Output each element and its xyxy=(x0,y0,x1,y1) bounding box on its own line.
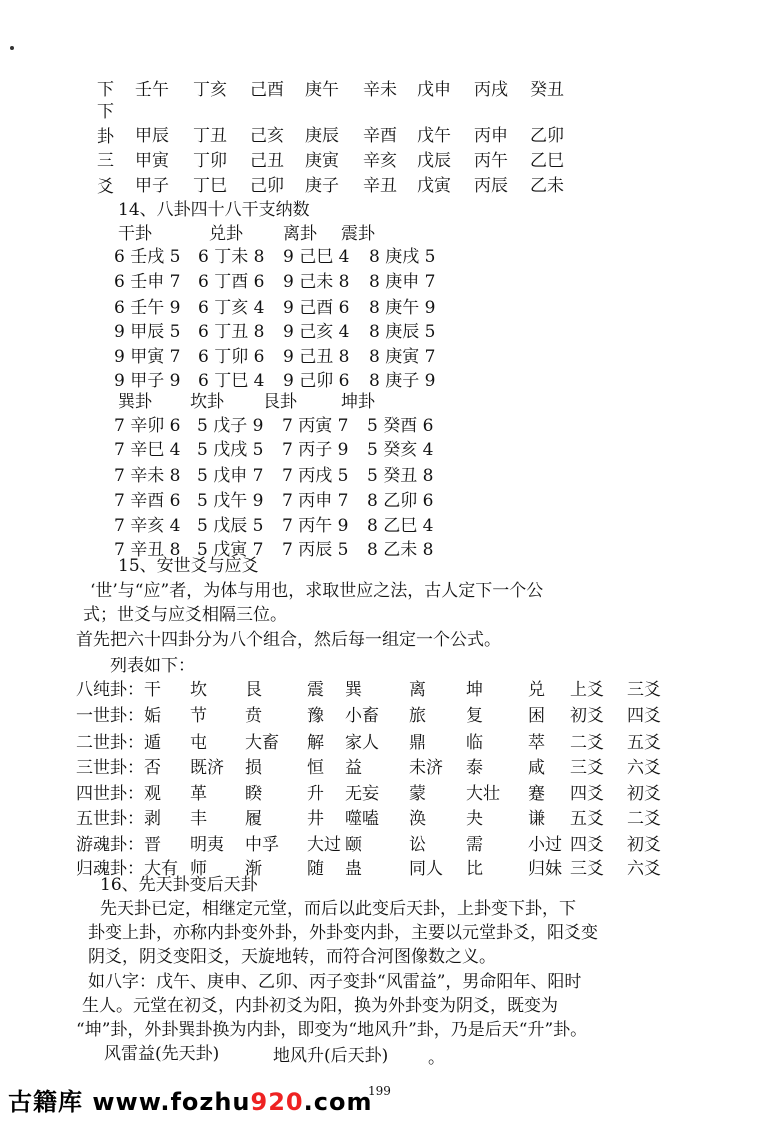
table-cell: 渐 xyxy=(245,859,262,879)
table-row xyxy=(0,782,783,806)
column-header: 巽卦 xyxy=(118,392,152,412)
table-cell: 四世卦：观 xyxy=(76,784,161,804)
section-16-paragraph-1-line-2: 卦变上卦，亦称内卦变外卦，外卦变内卦，主要以元堂卦爻，阳爻变 xyxy=(88,923,598,943)
table-cell: 既济 xyxy=(190,758,224,778)
table-cell: 乙巳 xyxy=(530,151,564,171)
top-table-row xyxy=(0,124,783,148)
table-cell: 中孚 xyxy=(245,835,279,855)
table-cell: 八纯卦：干 xyxy=(76,680,161,700)
table-cell: 5 戊辰 5 xyxy=(197,516,264,536)
section-15-list-intro: 列表如下： xyxy=(110,656,195,676)
table-cell: 9 甲子 9 xyxy=(114,371,181,391)
table-cell: 辛酉 xyxy=(363,126,397,146)
table-cell: 6 丁未 8 xyxy=(198,247,265,267)
column-header: 坎卦 xyxy=(190,392,224,412)
table-cell: 丙戌 xyxy=(474,80,508,100)
table-cell: 初爻 xyxy=(627,835,661,855)
watermark-accent: 920 xyxy=(250,1088,304,1116)
table-cell: 艮 xyxy=(245,680,262,700)
column-header: 艮卦 xyxy=(263,392,297,412)
column-header: 震卦 xyxy=(341,224,375,244)
table-cell: 恒 xyxy=(307,758,324,778)
top-table-label-4: 三 xyxy=(97,151,114,171)
table-cell: 蒙 xyxy=(409,784,426,804)
table-cell: 二爻 xyxy=(627,809,661,829)
table-cell: 5 癸丑 8 xyxy=(367,466,434,486)
table-cell: 辛丑 xyxy=(363,176,397,196)
table-cell: 鼎 xyxy=(409,733,426,753)
table-cell: 五爻 xyxy=(570,809,604,829)
table-cell: 甲寅 xyxy=(135,151,169,171)
table-cell: 己卯 xyxy=(250,176,284,196)
table-cell: 9 己丑 8 xyxy=(283,347,350,367)
table-cell: 归魂卦：大有 xyxy=(76,859,178,879)
top-table-row xyxy=(0,78,783,102)
site-watermark-logo xyxy=(8,1082,372,1117)
table-cell: 上爻 xyxy=(570,680,604,700)
section-16-paragraph-1-line-3: 阴爻，阴爻变阳爻，天旋地转，而符合河图像数之义。 xyxy=(88,947,496,967)
table-cell: 革 xyxy=(190,784,207,804)
table-cell: 庚辰 xyxy=(305,126,339,146)
table-cell: 癸丑 xyxy=(530,80,564,100)
table-cell: 噬嗑 xyxy=(345,809,379,829)
section-16-paragraph-2-line-1: 如八字：戊午、庚申、乙卯、丙子变卦“风雷益”，男命阳年、阳时 xyxy=(88,972,582,992)
table-row xyxy=(0,270,783,294)
table-cell: 颐 xyxy=(345,835,362,855)
table-cell: 5 戊午 9 xyxy=(197,491,264,511)
table-cell: 7 辛丑 8 xyxy=(114,540,181,560)
table-cell: 大畜 xyxy=(245,733,279,753)
table-cell: 戊午 xyxy=(417,126,451,146)
table-cell: 益 xyxy=(345,758,362,778)
table-cell: 咸 xyxy=(528,758,545,778)
table-cell: 节 xyxy=(190,706,207,726)
table-cell: 四爻 xyxy=(627,706,661,726)
section-14-header-row xyxy=(0,390,783,414)
table-cell: 涣 xyxy=(409,809,426,829)
table-cell: 比 xyxy=(466,859,483,879)
table-cell: 7 辛未 8 xyxy=(114,466,181,486)
table-cell: 豫 xyxy=(307,706,324,726)
table-cell: 8 庚子 9 xyxy=(369,371,436,391)
section-15-title: 15、安世爻与应爻 xyxy=(118,556,259,576)
table-cell: 师 xyxy=(190,859,207,879)
watermark-prefix: 古籍库 www.fozhu xyxy=(8,1088,251,1116)
column-header: 坤卦 xyxy=(341,392,375,412)
table-cell: 戊申 xyxy=(417,80,451,100)
table-cell: 戊寅 xyxy=(417,176,451,196)
table-cell: 明夷 xyxy=(190,835,224,855)
table-cell: 7 辛酉 6 xyxy=(114,491,181,511)
table-cell: 一世卦：姤 xyxy=(76,706,161,726)
table-row xyxy=(0,320,783,344)
table-cell: 己酉 xyxy=(250,80,284,100)
table-cell: 8 乙卯 6 xyxy=(367,491,434,511)
table-cell: 7 丙子 9 xyxy=(282,440,349,460)
table-cell: 壬午 xyxy=(135,80,169,100)
table-cell: 8 乙巳 4 xyxy=(367,516,434,536)
table-cell: 升 xyxy=(307,784,324,804)
section-14-title: 14、八卦四十八干支纳数 xyxy=(118,200,310,220)
table-cell: 五世卦：剥 xyxy=(76,809,161,829)
table-cell: 7 丙申 7 xyxy=(282,491,349,511)
table-row xyxy=(0,514,783,538)
table-cell: 7 丙午 9 xyxy=(282,516,349,536)
section-16-paragraph-1-line-1: 先天卦已定，相继定元堂，而后以此变后天卦，上卦变下卦，下 xyxy=(100,899,576,919)
table-cell: 9 己巳 4 xyxy=(283,247,350,267)
table-cell: 坎 xyxy=(190,680,207,700)
table-cell: 5 癸酉 6 xyxy=(367,416,434,436)
table-cell: 履 xyxy=(245,809,262,829)
table-cell: 需 xyxy=(466,835,483,855)
table-cell: 8 庚申 7 xyxy=(369,272,436,292)
table-cell: 三爻 xyxy=(627,680,661,700)
table-cell: 初爻 xyxy=(570,706,604,726)
table-cell: 8 庚午 9 xyxy=(369,298,436,318)
top-table-label-3: 卦 xyxy=(97,127,114,147)
table-cell: 坤 xyxy=(466,680,483,700)
table-cell: 同人 xyxy=(409,859,443,879)
table-cell: 蹇 xyxy=(528,784,545,804)
hexagram-caption-left: 风雷益(先天卦) xyxy=(104,1044,220,1064)
table-cell: 谦 xyxy=(528,809,545,829)
table-cell: 二世卦：遁 xyxy=(76,733,161,753)
top-table-row xyxy=(0,149,783,173)
table-cell: 大壮 xyxy=(466,784,500,804)
table-cell: 丙午 xyxy=(474,151,508,171)
table-cell: 震 xyxy=(307,680,324,700)
table-cell: 6 丁卯 6 xyxy=(198,347,265,367)
table-cell: 泰 xyxy=(466,758,483,778)
table-cell: 离 xyxy=(409,680,426,700)
table-cell: 贲 xyxy=(245,706,262,726)
table-cell: 庚子 xyxy=(305,176,339,196)
table-cell: 二爻 xyxy=(570,733,604,753)
table-cell: 未济 xyxy=(409,758,443,778)
section-16-title: 16、先天卦变后天卦 xyxy=(100,875,258,895)
section-15-paragraph-1-line-1: ‘世’与“应”者，为体与用也，求取世应之法，古人定下一个公 xyxy=(90,581,544,601)
table-cell: 6 丁酉 6 xyxy=(198,272,265,292)
table-cell: 复 xyxy=(466,706,483,726)
table-cell: 大过 xyxy=(307,835,341,855)
table-cell: 9 己亥 4 xyxy=(283,322,350,342)
table-cell: 丁巳 xyxy=(193,176,227,196)
table-row xyxy=(0,464,783,488)
table-cell: 乙卯 xyxy=(530,126,564,146)
table-row xyxy=(0,756,783,780)
table-cell: 兑 xyxy=(528,680,545,700)
table-cell: 辛亥 xyxy=(363,151,397,171)
column-header: 干卦 xyxy=(118,224,152,244)
table-cell: 四爻 xyxy=(570,835,604,855)
table-cell: 5 癸亥 4 xyxy=(367,440,434,460)
table-cell: 归妹 xyxy=(528,859,562,879)
table-cell: 8 乙未 8 xyxy=(367,540,434,560)
table-cell: 旅 xyxy=(409,706,426,726)
table-row xyxy=(0,678,783,702)
table-cell: 丙辰 xyxy=(474,176,508,196)
table-cell: 乙未 xyxy=(530,176,564,196)
section-15-paragraph-2: 首先把六十四卦分为八个组合，然后每一组定一个公式。 xyxy=(76,630,501,650)
table-cell: 甲子 xyxy=(135,176,169,196)
table-cell: 5 戊子 9 xyxy=(197,416,264,436)
table-cell: 困 xyxy=(528,706,545,726)
table-cell: 四爻 xyxy=(570,784,604,804)
table-cell: 游魂卦：晋 xyxy=(76,835,161,855)
table-cell: 庚寅 xyxy=(305,151,339,171)
table-cell: 损 xyxy=(245,758,262,778)
table-cell: 小畜 xyxy=(345,706,379,726)
table-cell: 7 丙辰 5 xyxy=(282,540,349,560)
table-cell: 己亥 xyxy=(250,126,284,146)
table-cell: 无妄 xyxy=(345,784,379,804)
table-cell: 庚午 xyxy=(305,80,339,100)
table-cell: 三爻 xyxy=(570,859,604,879)
table-cell: 小过 xyxy=(528,835,562,855)
table-cell: 6 壬戌 5 xyxy=(114,247,181,267)
watermark-suffix: .com xyxy=(303,1088,373,1116)
table-cell: 丰 xyxy=(190,809,207,829)
table-row xyxy=(0,438,783,462)
table-cell: 5 戊申 7 xyxy=(197,466,264,486)
table-row xyxy=(0,704,783,728)
table-cell: 5 戊戌 5 xyxy=(197,440,264,460)
top-table-label-2: 下 xyxy=(97,102,114,122)
table-cell: 7 丙戌 5 xyxy=(282,466,349,486)
page-number: 199 xyxy=(368,1084,391,1098)
table-cell: 9 己未 8 xyxy=(283,272,350,292)
table-cell: 7 丙寅 7 xyxy=(282,416,349,436)
table-cell: 五爻 xyxy=(627,733,661,753)
table-cell: 六爻 xyxy=(627,859,661,879)
table-cell: 6 壬午 9 xyxy=(114,298,181,318)
section-16-paragraph-2-line-3: “坤”卦，外卦巽卦换为内卦，即变为“地风升”卦，乃是后天“升”卦。 xyxy=(76,1020,588,1040)
table-cell: 8 庚辰 5 xyxy=(369,322,436,342)
table-cell: 9 己酉 6 xyxy=(283,298,350,318)
table-cell: 辛未 xyxy=(363,80,397,100)
table-cell: 夬 xyxy=(466,809,483,829)
table-cell: 屯 xyxy=(190,733,207,753)
table-cell: 甲辰 xyxy=(135,126,169,146)
table-cell: 讼 xyxy=(409,835,426,855)
table-cell: 三世卦：否 xyxy=(76,758,161,778)
table-cell: 丁亥 xyxy=(193,80,227,100)
top-table-label-1: 下 xyxy=(97,80,114,100)
section-16-paragraph-2-line-2: 生人。元堂在初爻，内卦初爻为阳，换为外卦变为阴爻，既变为 xyxy=(82,996,558,1016)
table-row xyxy=(0,414,783,438)
table-cell: 戊辰 xyxy=(417,151,451,171)
table-cell: 5 戊寅 7 xyxy=(197,540,264,560)
section-14-header-row xyxy=(0,222,783,246)
table-cell: 丁丑 xyxy=(193,126,227,146)
table-cell: 8 庚寅 7 xyxy=(369,347,436,367)
table-cell: 9 甲寅 7 xyxy=(114,347,181,367)
column-header: 离卦 xyxy=(283,224,317,244)
table-cell: 丙申 xyxy=(474,126,508,146)
table-cell: 6 壬申 7 xyxy=(114,272,181,292)
table-cell: 9 己卯 6 xyxy=(283,371,350,391)
table-cell: 临 xyxy=(466,733,483,753)
table-row xyxy=(0,731,783,755)
table-cell: 萃 xyxy=(528,733,545,753)
table-cell: 家人 xyxy=(345,733,379,753)
table-row xyxy=(0,345,783,369)
table-cell: 7 辛亥 4 xyxy=(114,516,181,536)
table-cell: 巽 xyxy=(345,680,362,700)
hexagram-caption-dot: 。 xyxy=(428,1048,445,1068)
table-cell: 6 丁亥 4 xyxy=(198,298,265,318)
table-cell: 随 xyxy=(307,859,324,879)
table-cell: 蛊 xyxy=(345,859,362,879)
table-row xyxy=(0,807,783,831)
table-cell: 7 辛巳 4 xyxy=(114,440,181,460)
table-cell: 6 丁丑 8 xyxy=(198,322,265,342)
section-15-paragraph-1-line-2: 式；世爻与应爻相隔三位。 xyxy=(83,605,287,625)
table-cell: 己丑 xyxy=(250,151,284,171)
table-cell: 三爻 xyxy=(570,758,604,778)
table-cell: 7 辛卯 6 xyxy=(114,416,181,436)
hexagram-caption-right: 地风升(后天卦) xyxy=(273,1046,389,1066)
scan-speck xyxy=(10,46,14,50)
table-cell: 初爻 xyxy=(627,784,661,804)
table-row xyxy=(0,833,783,857)
top-table-row xyxy=(0,174,783,198)
table-row xyxy=(0,296,783,320)
table-cell: 丁卯 xyxy=(193,151,227,171)
table-cell: 9 甲辰 5 xyxy=(114,322,181,342)
top-table-label-5: 爻 xyxy=(97,177,114,197)
table-cell: 解 xyxy=(307,733,324,753)
table-cell: 6 丁巳 4 xyxy=(198,371,265,391)
column-header: 兑卦 xyxy=(209,224,243,244)
table-cell: 8 庚戌 5 xyxy=(369,247,436,267)
table-cell: 六爻 xyxy=(627,758,661,778)
table-cell: 井 xyxy=(307,809,324,829)
table-row xyxy=(0,489,783,513)
table-row xyxy=(0,245,783,269)
table-cell: 睽 xyxy=(245,784,262,804)
